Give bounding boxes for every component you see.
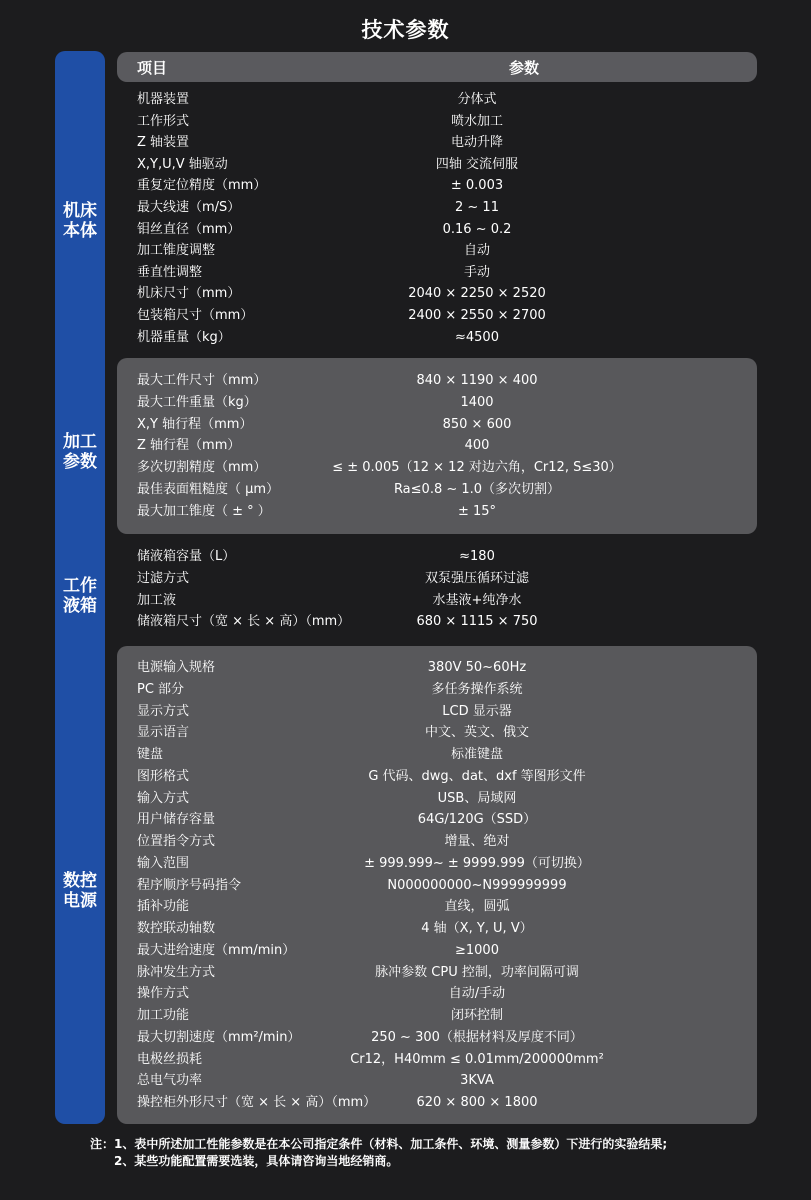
category-label-cnc-power: 数控 电源 <box>63 871 97 911</box>
param-value: 1400 <box>460 394 494 410</box>
param-name: 操控柜外形尺寸（宽 × 长 × 高）（mm） <box>137 1095 377 1110</box>
param-name: 加工液 <box>137 592 177 608</box>
param-value: 0.16 ~ 0.2 <box>442 221 512 237</box>
param-value: 标准键盘 <box>450 747 503 762</box>
header-param: 参数 <box>508 59 539 77</box>
table-row <box>117 679 757 700</box>
table-row <box>117 370 757 391</box>
param-value: 电动升降 <box>450 135 503 151</box>
table-row <box>117 918 757 939</box>
param-name: 工作形式 <box>137 113 190 129</box>
table-row <box>117 983 757 1004</box>
param-value: 4 轴（X, Y, U, V） <box>421 921 533 936</box>
param-name: 输入范围 <box>137 855 190 871</box>
param-name: 机器重量（kg） <box>137 329 231 345</box>
param-value: 水基液+纯净水 <box>432 592 522 608</box>
table-row <box>117 722 757 743</box>
param-name: 电源输入规格 <box>137 660 216 675</box>
section-machine-body <box>117 87 757 349</box>
param-name: 最大线速（m/S） <box>137 200 241 215</box>
footnote-line: 2、某些功能配置需要选装，具体请咨询当地经销商。 <box>90 1154 399 1168</box>
table-row <box>117 414 757 435</box>
param-name: 输入方式 <box>137 790 190 806</box>
section-fluid-tank <box>117 545 757 637</box>
param-value: 手动 <box>463 264 490 280</box>
param-value: 闭环控制 <box>450 1008 503 1023</box>
param-name: Z 轴行程（mm） <box>137 438 241 454</box>
param-name: 用户储存容量 <box>137 812 216 828</box>
param-value: ≥1000 <box>455 942 499 958</box>
param-value: LCD 显示器 <box>442 703 512 719</box>
param-value: Ra≤0.8 ~ 1.0（多次切割） <box>393 482 561 497</box>
table-row <box>117 611 757 632</box>
category-label-machining-params: 加工 参数 <box>63 432 97 472</box>
param-value: 250 ~ 300（根据材料及厚度不同） <box>371 1029 583 1045</box>
param-value: 380V 50~60Hz <box>427 660 527 675</box>
param-name: Z 轴装置 <box>137 135 190 151</box>
param-name: 储液箱尺寸（宽 × 长 × 高）（mm） <box>137 614 351 630</box>
param-name: 键盘 <box>137 747 164 762</box>
param-value: 分体式 <box>457 92 497 107</box>
table-row <box>117 435 757 456</box>
section-machining-params <box>117 358 757 534</box>
param-value: 2 ~ 11 <box>455 200 499 215</box>
param-value: 2400 × 2550 × 2700 <box>408 308 546 323</box>
param-name: 过滤方式 <box>137 570 190 586</box>
param-name: 电极丝损耗 <box>137 1051 203 1067</box>
param-value: N000000000~N999999999 <box>387 877 567 893</box>
table-row <box>117 744 757 765</box>
table-row <box>117 766 757 787</box>
table-row <box>117 327 757 348</box>
param-value: 自动/手动 <box>448 986 506 1002</box>
table-row <box>117 154 757 175</box>
section-cnc-power <box>117 646 757 1124</box>
param-name: 机床尺寸（mm） <box>137 286 241 302</box>
param-name: 显示方式 <box>137 703 190 719</box>
param-value: 直线，圆弧 <box>444 899 510 915</box>
table-row <box>117 479 757 500</box>
table-row <box>117 219 757 240</box>
param-value: 增量、绝对 <box>444 834 510 849</box>
table-row <box>117 940 757 961</box>
param-name: 位置指令方式 <box>137 834 216 849</box>
table-header <box>117 52 757 82</box>
page-title: 技术参数 <box>361 18 450 42</box>
param-name: 储液箱容量（L） <box>137 549 236 564</box>
param-value: 400 <box>464 438 490 454</box>
table-row <box>117 1070 757 1091</box>
table-row <box>117 809 757 830</box>
category-label-machine-body: 机床 本体 <box>63 201 97 241</box>
table-row <box>117 197 757 218</box>
param-value: 3KVA <box>460 1073 494 1089</box>
param-value: 多任务操作系统 <box>431 681 523 697</box>
table-row <box>117 701 757 722</box>
param-value: 680 × 1115 × 750 <box>416 614 538 630</box>
table-row <box>117 89 757 110</box>
table-row <box>117 546 757 567</box>
param-value: 850 × 600 <box>442 416 512 432</box>
footnote-line: 注：1、表中所述加工性能参数是在本公司指定条件（材料、加工条件、环境、测量参数）下进行的实验结果; <box>90 1137 668 1151</box>
table-row <box>117 283 757 304</box>
table-row <box>117 1049 757 1070</box>
table-row <box>117 392 757 413</box>
table-row <box>117 1092 757 1113</box>
param-name: 总电气功率 <box>137 1073 203 1089</box>
table-row <box>117 853 757 874</box>
param-name: PC 部分 <box>137 681 185 697</box>
category-sidebar <box>55 51 105 1124</box>
table-row <box>117 896 757 917</box>
table-row <box>117 657 757 678</box>
param-name: 最大进给速度（mm/min） <box>137 942 296 958</box>
category-label-fluid-tank: 工作 液箱 <box>63 576 97 616</box>
table-row <box>117 590 757 611</box>
param-name: X,Y,U,V 轴驱动 <box>137 156 228 172</box>
param-value: USB、局域网 <box>437 790 517 806</box>
param-name: 插补功能 <box>137 899 190 915</box>
param-name: 图形格式 <box>137 768 190 784</box>
param-name: 加工锥度调整 <box>137 243 216 259</box>
table-row <box>117 962 757 983</box>
param-name: 包装箱尺寸（mm） <box>137 308 254 323</box>
param-value: ± 15° <box>457 503 497 519</box>
table-row <box>117 875 757 896</box>
param-value: ± 0.003 <box>450 178 504 194</box>
param-name: 数控联动轴数 <box>137 921 216 936</box>
param-value: 64G/120G（SSD） <box>417 812 537 828</box>
table-row <box>117 788 757 809</box>
param-value: 自动 <box>463 243 490 259</box>
table-row <box>117 175 757 196</box>
param-name: 机器装置 <box>137 92 190 107</box>
param-value: 脉冲参数 CPU 控制，功率间隔可调 <box>375 964 579 980</box>
param-value: 620 × 800 × 1800 <box>416 1095 538 1110</box>
param-name: 最大切割速度（mm²/min） <box>137 1029 301 1045</box>
table-row <box>117 111 757 132</box>
param-name: 加工功能 <box>137 1008 190 1023</box>
param-value: 2040 × 2250 × 2520 <box>408 286 546 302</box>
table-row <box>117 262 757 283</box>
param-name: 最大工件尺寸（mm） <box>137 373 267 388</box>
param-name: 脉冲发生方式 <box>137 964 216 980</box>
param-name: 操作方式 <box>137 986 190 1002</box>
param-value: 中文、英文、俄文 <box>424 725 529 741</box>
param-name: 钼丝直径（mm） <box>137 221 241 237</box>
param-name: 多次切割精度（mm） <box>137 460 267 476</box>
param-value: 840 × 1190 × 400 <box>416 373 538 388</box>
param-value: ≈4500 <box>455 329 499 345</box>
param-name: 程序顺序号码指令 <box>137 877 242 893</box>
param-value: 双泵强压循环过滤 <box>424 570 529 586</box>
table-row <box>117 831 757 852</box>
param-name: 显示语言 <box>137 725 190 741</box>
param-name: 垂直性调整 <box>137 264 203 280</box>
table-row <box>117 305 757 326</box>
table-row <box>117 568 757 589</box>
param-name: 最大工件重量（kg） <box>137 394 257 410</box>
param-value: ≤ ± 0.005（12 × 12 对边六角，Cr12, S≤30） <box>332 460 622 476</box>
param-value: 喷水加工 <box>450 113 503 129</box>
footnote <box>90 1136 780 1170</box>
table-row <box>117 457 757 478</box>
table-row <box>117 1005 757 1026</box>
table-row <box>117 501 757 522</box>
table-row <box>117 1027 757 1048</box>
param-value: ≈180 <box>459 549 495 564</box>
table-row <box>117 240 757 261</box>
param-name: 最佳表面粗糙度（ μm） <box>137 482 280 497</box>
param-name: X,Y 轴行程（mm） <box>137 416 253 432</box>
header-item: 项目 <box>137 59 168 77</box>
table-row <box>117 132 757 153</box>
param-name: 重复定位精度（mm） <box>137 178 267 194</box>
param-value: 四轴 交流伺服 <box>435 156 519 172</box>
param-value: ± 999.999~ ± 9999.999（可切换） <box>364 855 590 871</box>
param-value: G 代码、dwg、dat、dxf 等图形文件 <box>368 768 586 784</box>
param-name: 最大加工锥度（ ± ° ） <box>137 503 271 519</box>
param-value: Cr12，H40mm ≤ 0.01mm/200000mm² <box>350 1051 604 1067</box>
